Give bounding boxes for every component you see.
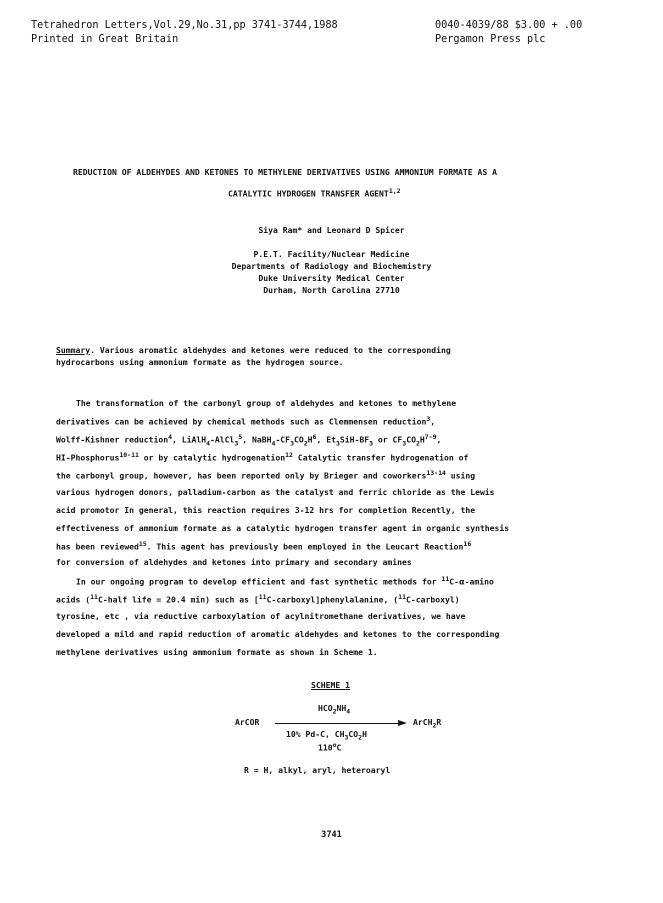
scheme-product — [413, 717, 441, 730]
scheme-reagent-top — [318, 703, 350, 716]
reaction-arrow-shaft — [275, 723, 401, 724]
text: -CF — [275, 434, 291, 445]
ref: 13-14 — [426, 469, 446, 477]
text: CO — [293, 434, 304, 445]
body-p1-line-2: derivatives can be achieved by chemical methods such as Clemmensen reduction$^3$, — [56, 415, 436, 427]
text: the carbonyl group, however, has been reported only by Brieger and coworkers — [56, 470, 427, 481]
body-p1-line-6: various hydrogen donors, palladium-carbon as the catalyst and ferric chloride as the Lewis — [56, 487, 495, 497]
sub: 2 — [332, 707, 337, 716]
degree: o — [332, 741, 337, 749]
body-p1-line-1: The transformation of the carbonyl group of aldehydes and ketones to methylene — [76, 398, 457, 408]
scheme-conditions — [286, 729, 367, 742]
body-p1-line-10: for conversion of aldehydes and ketones into primary and secondary amines — [56, 557, 412, 567]
ref: 16 — [463, 540, 472, 548]
sub: 3 — [402, 439, 407, 448]
sub: 4 — [206, 439, 211, 448]
sub: 2 — [303, 439, 308, 448]
text: 10% Pd-C, CH — [286, 729, 345, 739]
title-line-1: REDUCTION OF ALDEHYDES AND KETONES TO METHYLENE DERIVATIVES USING AMMONIUM FORMATE AS A — [73, 167, 497, 177]
ref: 5 — [238, 433, 243, 441]
text: -amino — [464, 576, 494, 587]
ref: 11 — [441, 575, 450, 583]
text: H — [307, 434, 313, 445]
alpha-glyph: α — [459, 576, 465, 587]
text: -AlCl — [210, 434, 235, 445]
text: or CF — [373, 434, 403, 445]
scheme-reactant: ArCOR — [235, 717, 260, 727]
page-number: 3741 — [321, 830, 342, 840]
issn-price: 0040-4039/88 $3.00 + .00 — [435, 20, 583, 31]
sub: 3 — [335, 439, 340, 448]
text: , NaBH — [242, 434, 272, 445]
text: , Et — [316, 434, 336, 445]
summary-line-2: hydrocarbons using ammonium formate as the hydrogen source. — [56, 357, 344, 367]
ref: 10-11 — [119, 451, 139, 459]
text: C-carboxyl) — [406, 594, 460, 605]
text: SiH-BF — [339, 434, 370, 445]
sub: 3 — [290, 439, 294, 448]
text: HCO — [318, 703, 333, 713]
body-p1-line-4 — [56, 451, 468, 463]
text: C — [336, 742, 342, 753]
text: 110 — [318, 742, 333, 753]
body-p2-line-3: tyrosine, etc , via reductive carboxylation of acylnitromethane derivatives, we have — [56, 611, 466, 621]
scheme-label — [311, 680, 350, 690]
scheme-r-definition: R = H, alkyl, aryl, heteroaryl — [244, 765, 391, 775]
ref: 3 — [426, 415, 431, 423]
summary-label: Summary — [56, 345, 91, 355]
scheme-temperature — [318, 741, 341, 753]
affiliation-line-1: P.E.T. Facility/Nuclear Medicine — [253, 249, 410, 259]
body-p2-line-1 — [76, 575, 494, 587]
text: or by catalytic hydrogenation — [138, 452, 286, 463]
text: HI-Phosphorus — [56, 452, 120, 463]
sub: 2 — [415, 439, 420, 448]
sub: 3 — [344, 733, 349, 742]
text: C- — [449, 576, 460, 587]
text: derivatives can be achieved by chemical methods such as Clemmensen reduction — [56, 416, 427, 427]
body-p1-line-3: Wolff-Kishner reduction$^4$, LiAlH$_4$-AlCl$_3^5$, $NaBH_4-CF_3CO_2H^6$, $Et_3SiH-BF_3$ or $CF_3CO_2H^{7-9}$, — [56, 433, 442, 448]
title-line-2 — [228, 187, 401, 199]
text: H — [362, 729, 367, 739]
authors: Siya Ram* and Leonard D Spicer — [258, 225, 405, 235]
reaction-arrow-head — [398, 720, 407, 726]
ref: 4 — [168, 433, 172, 441]
text: . This agent has previously been employed in the Leucart Reaction — [146, 541, 464, 552]
body-p2-line-5: methylene derivatives using ammonium formate as shown in Scheme 1. — [56, 647, 378, 657]
text: using — [445, 470, 476, 481]
body-p2-line-4: developed a mild and rapid reduction of aromatic aldehydes and ketones to the corresponding — [56, 629, 500, 639]
sub: 3 — [369, 439, 374, 448]
text: CO — [406, 434, 416, 445]
text: NH — [336, 703, 347, 713]
text: Catalytic transfer hydrogenation of — [292, 452, 469, 463]
text: ArCH — [413, 717, 433, 727]
ref: 11 — [90, 593, 98, 601]
affiliation-line-3: Duke University Medical Center — [258, 273, 405, 283]
sub: 4 — [271, 439, 276, 448]
sub: 3 — [234, 439, 239, 448]
ref: 6 — [312, 433, 317, 441]
body-p1-line-8: effectiveness of ammonium formate as a catalytic hydrogen transfer agent in organic synthesis — [56, 523, 510, 533]
sub: 4 — [346, 707, 351, 716]
text: R — [436, 717, 442, 727]
text: has been reviewed — [56, 541, 139, 552]
text: C-half life = 20.4 min) such as [ — [97, 594, 259, 605]
summary-text-1: . Various aromatic aldehydes and ketones were reduced to the corresponding — [90, 345, 451, 355]
text: H — [419, 434, 425, 445]
ref: 11 — [398, 593, 406, 601]
text: CO — [348, 729, 359, 739]
text: Wolff-Kishner reduction — [56, 434, 169, 445]
sub: 2 — [432, 721, 437, 730]
title-footnote-ref: 1,2 — [388, 187, 401, 195]
ref: 11 — [258, 593, 267, 601]
text: acids ( — [56, 594, 91, 605]
printed-in: Printed in Great Britain — [31, 34, 179, 45]
summary-line-1 — [56, 345, 451, 355]
sub: 2 — [358, 733, 363, 742]
affiliation-line-2: Departments of Radiology and Biochemistry — [231, 261, 432, 271]
journal-citation: Tetrahedron Letters,Vol.29,No.31,pp 3741-3744,1988 — [31, 20, 338, 31]
text: , LiAlH — [172, 434, 207, 445]
title-line-2-text: CATALYTIC HYDROGEN TRANSFER AGENT — [228, 188, 389, 199]
body-p1-line-9 — [56, 540, 471, 552]
text: In our ongoing program to develop efficient and fast synthetic methods for — [76, 576, 442, 587]
affiliation-line-4: Durham, North Carolina 27710 — [263, 285, 400, 295]
ref: 7-9 — [424, 433, 437, 441]
body-p2-line-2 — [56, 593, 460, 605]
ref: 12 — [285, 451, 293, 459]
body-p1-line-7: acid promotor In general, this reaction requires 3-12 hrs for completion Recently, the — [56, 505, 476, 515]
publisher: Pergamon Press plc — [435, 34, 546, 45]
body-p1-line-5 — [56, 469, 475, 481]
text: C-carboxyl]phenylalanine, ( — [266, 594, 399, 605]
text: SCHEME 1 — [311, 680, 350, 690]
ref: 15 — [138, 540, 147, 548]
